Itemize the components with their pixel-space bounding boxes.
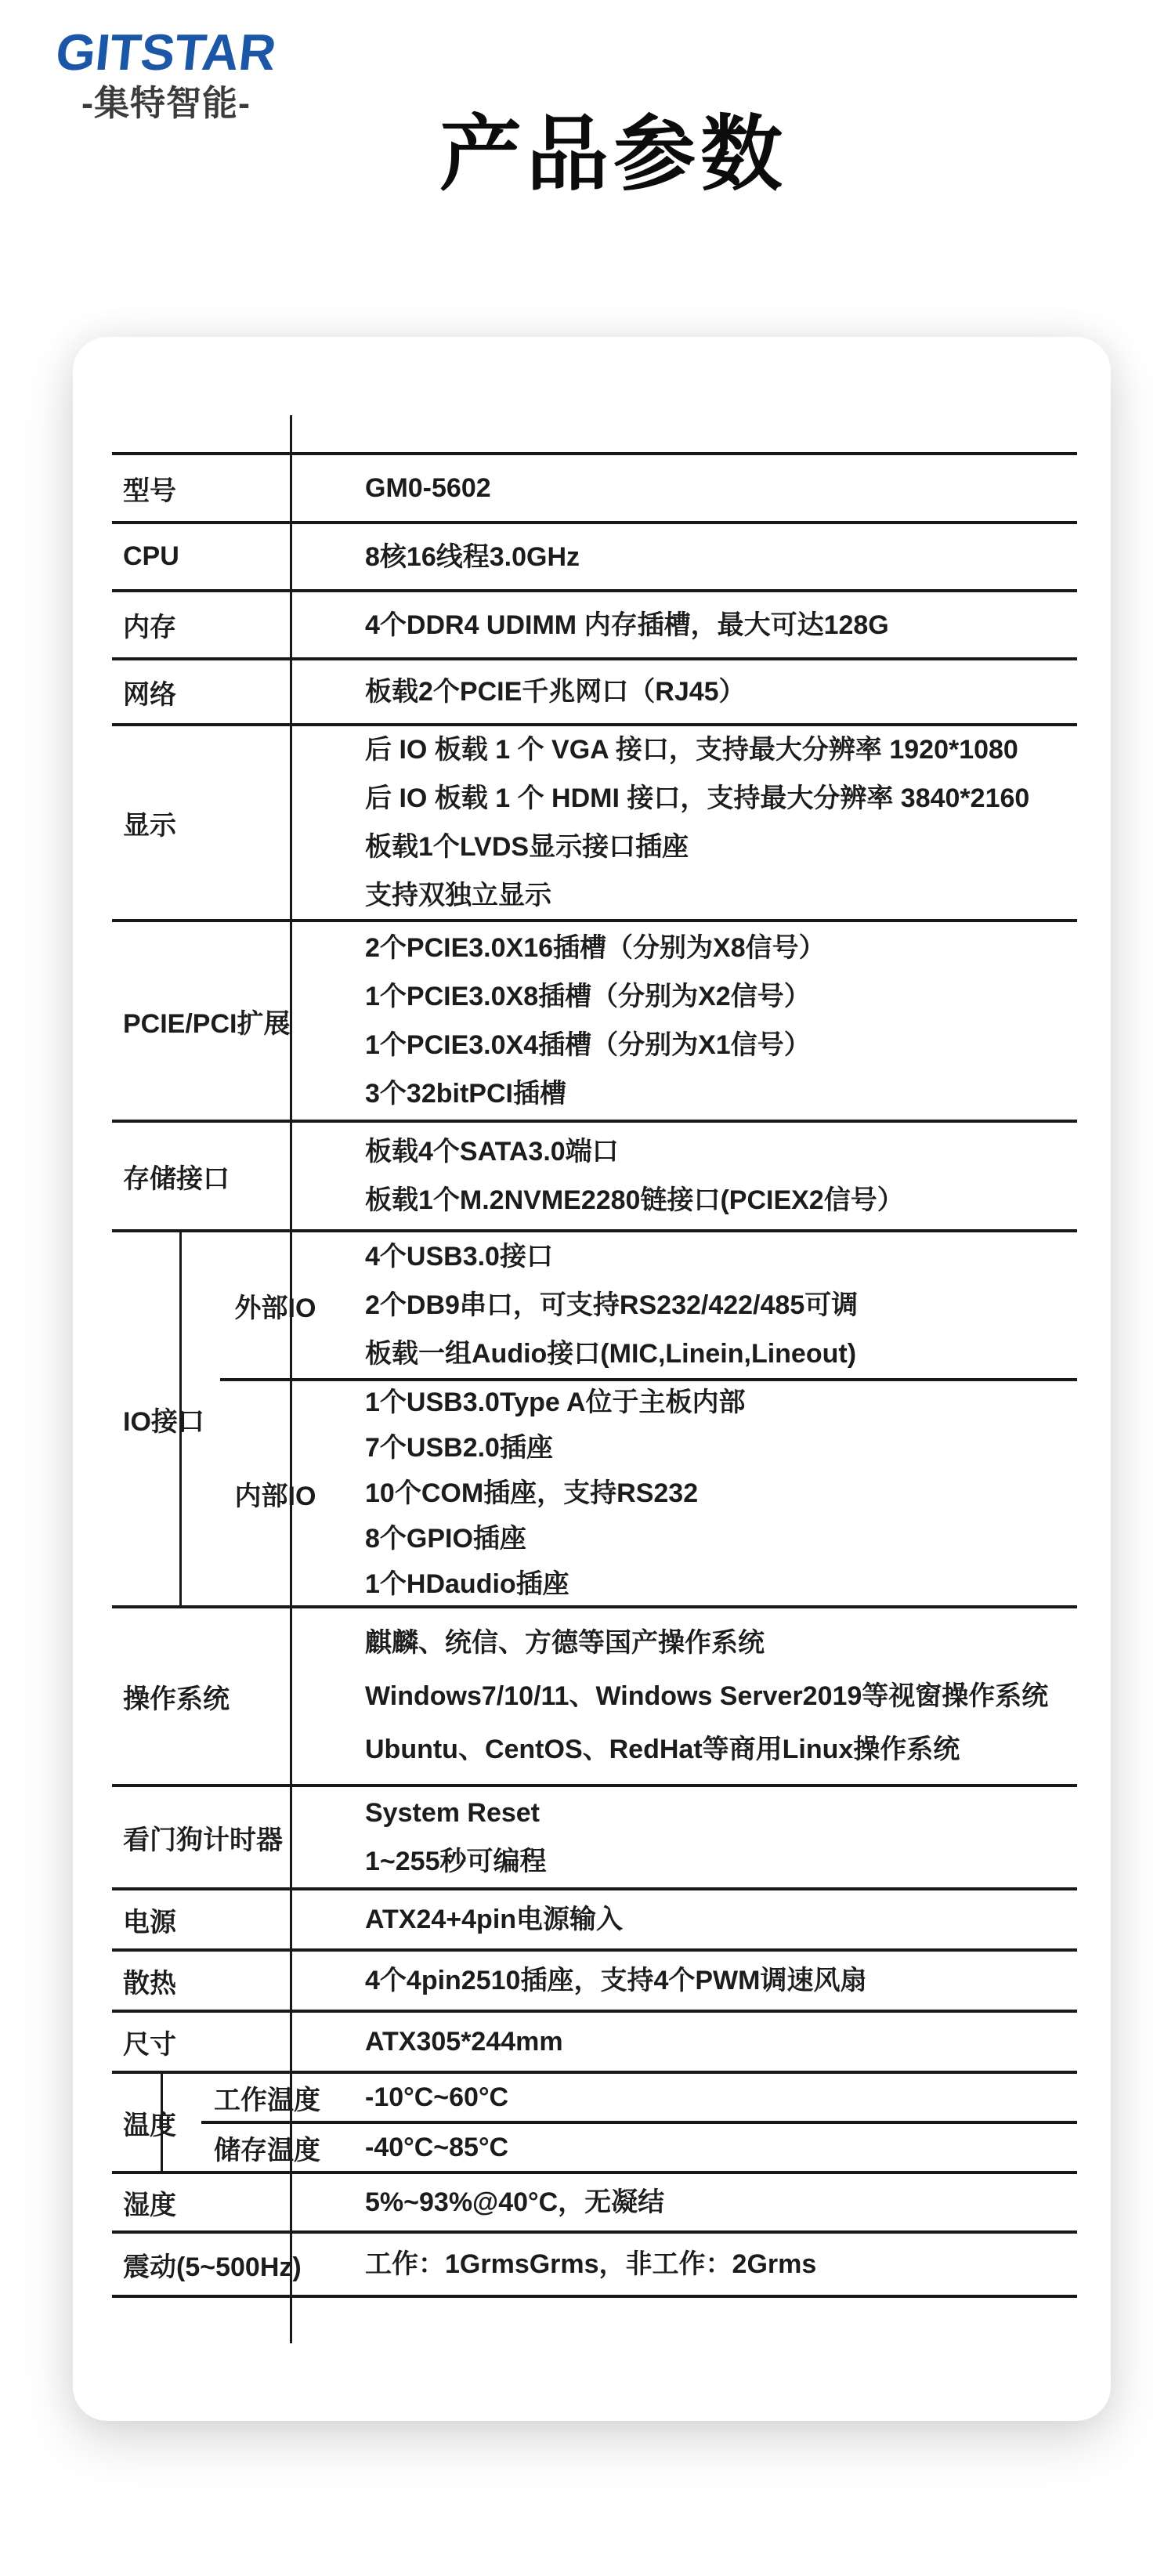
table-row-memory xyxy=(112,591,1077,659)
row-value: 1~255秒可编程 xyxy=(365,1847,547,1876)
row-label: 操作系统 xyxy=(123,1684,230,1714)
spec-card xyxy=(73,337,1111,2421)
table-row-storage xyxy=(112,1121,1077,1231)
brand-logo xyxy=(45,24,287,123)
row-value: 后 IO 板载 1 个 VGA 接口，支持最大分辨率 1920*1080 xyxy=(365,735,1018,765)
row-value: 支持双独立显示 xyxy=(365,881,551,910)
table-row-model xyxy=(112,454,1077,523)
row-label: 型号 xyxy=(123,476,176,506)
table-subrow-internal-io xyxy=(220,1380,1077,1607)
page-title: 产品参数 xyxy=(439,109,787,201)
row-value: 板载1个M.2NVME2280链接口(PCIEX2信号） xyxy=(365,1185,904,1215)
row-value: 4个4pin2510插座，支持4个PWM调速风扇 xyxy=(365,1966,867,1995)
table-row-temperature xyxy=(112,2072,1077,2173)
row-value: 7个USB2.0插座 xyxy=(365,1433,553,1463)
row-value: System Reset xyxy=(365,1798,540,1828)
table-row-cpu xyxy=(112,523,1077,591)
row-value: 1个HDaudio插座 xyxy=(365,1569,569,1599)
row-value: GM0-5602 xyxy=(365,473,491,503)
row-value: 2个PCIE3.0X16插槽（分别为X8信号） xyxy=(365,933,826,963)
row-value: 工作：1GrmsGrms，非工作：2Grms xyxy=(365,2249,817,2279)
table-row-display xyxy=(112,725,1077,921)
row-value: ATX305*244mm xyxy=(365,2027,563,2057)
row-value: Windows7/10/11、Windows Server2019等视窗操作系统 xyxy=(365,1681,1049,1711)
row-value: 麒麟、统信、方德等国产操作系统 xyxy=(365,1628,765,1658)
row-value: 8个GPIO插座 xyxy=(365,1524,526,1554)
brand-logo-subtext: -集特智能- xyxy=(81,83,251,123)
subrow-label: 储存温度 xyxy=(214,2135,320,2165)
row-value: ATX24+4pin电源输入 xyxy=(365,1905,624,1934)
row-value: 4个USB3.0接口 xyxy=(365,1242,553,1272)
row-label: 尺寸 xyxy=(123,2029,176,2060)
row-label: 看门狗计时器 xyxy=(123,1825,283,1855)
brand-logo-text: GITSTAR xyxy=(52,24,280,81)
row-value: -40°C~85°C xyxy=(365,2133,509,2162)
row-value: 5%~93%@40°C，无凝结 xyxy=(365,2187,665,2217)
subrow-label: 外部IO xyxy=(234,1293,316,1323)
row-value: 板载1个LVDS显示接口插座 xyxy=(365,832,689,862)
row-label: 温度 xyxy=(123,2110,176,2140)
table-row-humidity xyxy=(112,2173,1077,2232)
table-subrow-external-io xyxy=(220,1231,1077,1380)
row-value: 板载一组Audio接口(MIC,Linein,Lineout) xyxy=(365,1339,857,1369)
row-value: 后 IO 板载 1 个 HDMI 接口，支持最大分辨率 3840*2160 xyxy=(365,783,1030,813)
row-label: 散热 xyxy=(123,1968,176,1999)
table-row-power xyxy=(112,1889,1077,1950)
row-value: 4个DDR4 UDIMM 内存插槽，最大可达128G xyxy=(365,610,889,640)
row-value: -10°C~60°C xyxy=(365,2082,509,2112)
row-value: 1个PCIE3.0X8插槽（分别为X2信号） xyxy=(365,982,811,1011)
row-label: PCIE/PCI扩展 xyxy=(123,1008,291,1039)
table-row-pcie xyxy=(112,921,1077,1121)
row-value: 板载2个PCIE千兆网口（RJ45） xyxy=(365,677,746,707)
subrow-label: 内部IO xyxy=(234,1481,316,1511)
row-value: 10个COM插座，支持RS232 xyxy=(365,1478,699,1508)
row-label: 电源 xyxy=(123,1907,176,1937)
table-subrow-operating-temp xyxy=(201,2072,1077,2122)
row-label: 存储接口 xyxy=(123,1163,230,1194)
table-row-watchdog xyxy=(112,1785,1077,1889)
row-label: 网络 xyxy=(123,679,176,710)
row-value: 8核16线程3.0GHz xyxy=(365,541,580,572)
table-row-dimensions xyxy=(112,2011,1077,2072)
row-value: 板载4个SATA3.0端口 xyxy=(365,1137,619,1167)
table-row-io xyxy=(112,1231,1077,1607)
row-label: 震动(5~500Hz) xyxy=(123,2252,302,2282)
row-label: IO接口 xyxy=(123,1406,204,1437)
row-label: 显示 xyxy=(123,810,176,841)
table-row-vibration xyxy=(112,2232,1077,2296)
table-row-cooling xyxy=(112,1950,1077,2011)
table-row-os xyxy=(112,1607,1077,1785)
table-row-network xyxy=(112,659,1077,725)
row-value: Ubuntu、CentOS、RedHat等商用Linux操作系统 xyxy=(365,1735,960,1764)
row-label: 内存 xyxy=(123,613,176,642)
row-value: 3个32bitPCI插槽 xyxy=(365,1079,566,1109)
table-subrow-storage-temp xyxy=(201,2122,1077,2173)
row-label: 湿度 xyxy=(123,2190,176,2220)
row-value: 1个USB3.0Type A位于主板内部 xyxy=(365,1387,746,1417)
row-label: CPU xyxy=(123,541,179,571)
row-value: 1个PCIE3.0X4插槽（分别为X1信号） xyxy=(365,1030,811,1060)
row-value: 2个DB9串口，可支持RS232/422/485可调 xyxy=(365,1290,859,1320)
subrow-label: 工作温度 xyxy=(214,2085,320,2115)
